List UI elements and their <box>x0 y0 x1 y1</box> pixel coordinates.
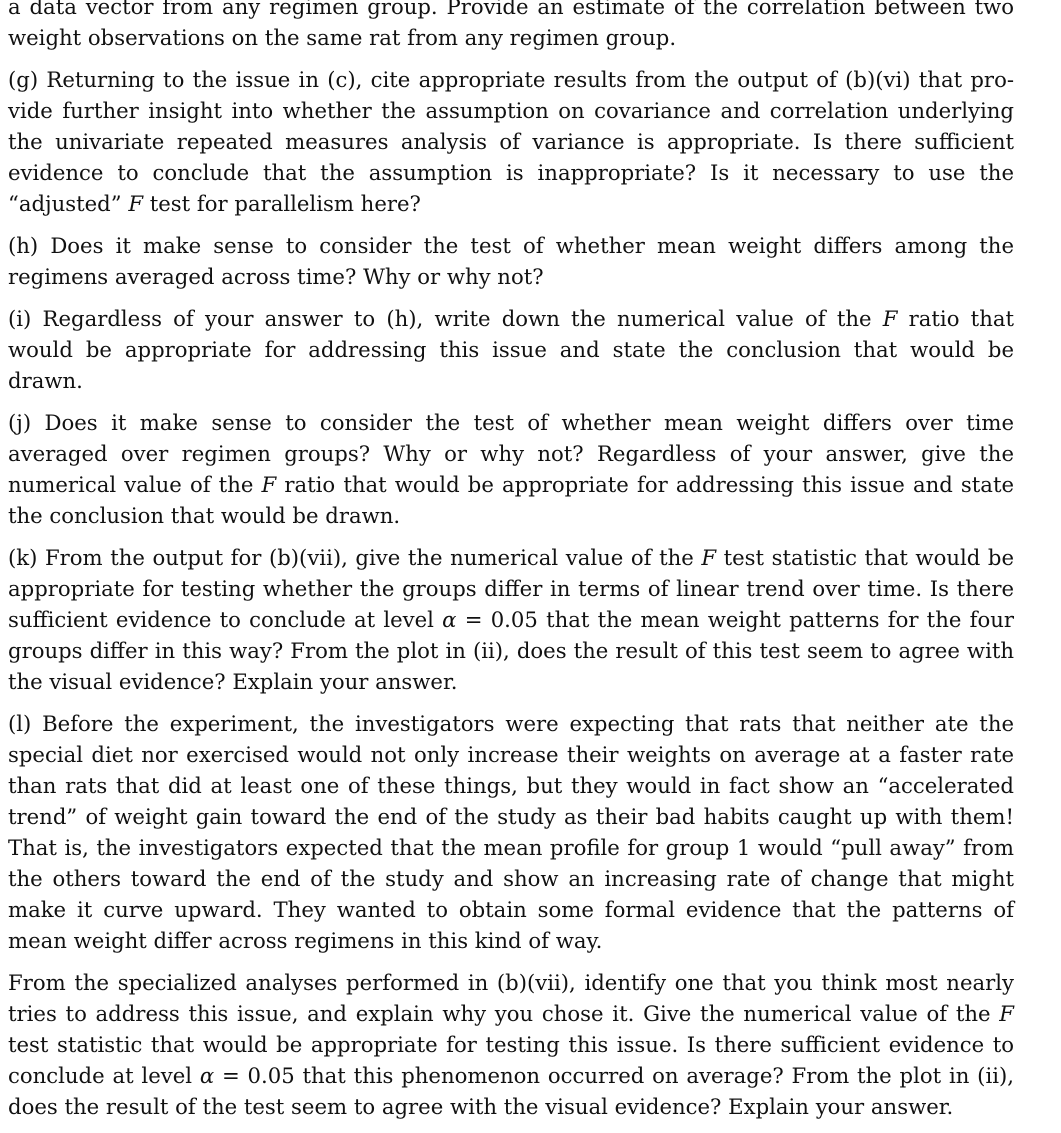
paragraph-text: (k) From the output for (b)(vii), give the numerical value of the <box>8 545 702 570</box>
math-symbol-f: F <box>128 191 144 216</box>
paragraph-text: (g) Returning to the issue in (c), cite appropriate results from the output of (b)(vi) that provide further insight into whether the assumption on covariance and correlation underlying the univariate repeated measures analysis of variance is appropriate. Is there sufficient evidence to conclude that the assumption is inappropriate? Is it necessary to use the “adjusted” <box>8 67 1014 216</box>
question-l-continued <box>8 967 1014 1122</box>
math-symbol-f: F <box>882 306 898 331</box>
math-symbol-f: F <box>999 1001 1014 1026</box>
math-symbol-alpha: α <box>199 1063 215 1088</box>
paragraph-text: ratio that would be appropriate for addressing this issue and state the conclusion that would be drawn. <box>8 306 1014 393</box>
paragraph-text: (i) Regardless of your answer to (h), write down the numerical value of the <box>8 306 883 331</box>
question-i <box>8 303 1014 396</box>
question-h <box>8 230 1014 292</box>
math-symbol-f: F <box>261 472 277 497</box>
paragraph-text: (l) Before the experiment, the investigators were expecting that rats that neither ate the special diet nor exercised would not only increase their weights on average at a faster rate than rats that did at least one of these things, but they would in fact show an “accelerated trend” of weight gain toward the end of the study as their bad habits caught up with them! That is, the investigators expected that the mean profile for group 1 would “pull away” from the others toward the end of the study and show an increasing rate of change that might make it curve upward. They wanted to obtain some formal evidence that the patterns of mean weight differ across regimens in this kind of way. <box>8 711 1014 953</box>
question-j <box>8 407 1014 531</box>
paragraph-text: a data vector from any regimen group. Provide an estimate of the correlation between two weight observations on the same rat from any regimen group. <box>8 0 1014 50</box>
math-symbol-alpha: α <box>442 607 457 632</box>
paragraph-text: ratio that would be appropriate for addressing this issue and state the conclusion that would be drawn. <box>8 472 1014 528</box>
paragraph-text: (j) Does it make sense to consider the test of whether mean weight differs over time averaged over regimen groups? Why or why not? Regardless of your answer, give the numerical value of the <box>8 410 1014 497</box>
question-l <box>8 708 1014 956</box>
question-k <box>8 542 1014 697</box>
document-page <box>8 0 1014 1133</box>
question-g <box>8 64 1014 219</box>
paragraph-text: = 0.05 that this phenomenon occurred on average? From the plot in (ii), does the result of the test seem to agree with the visual evidence? Explain your answer. <box>8 1063 1014 1119</box>
paragraph-text: test statistic that would be appropriate for testing whether the groups differ in terms of linear trend over time. Is there sufficient evidence to conclude at level <box>8 545 1014 632</box>
paragraph-text: (h) Does it make sense to consider the test of whether mean weight differs among the regimens averaged across time? Why or why not? <box>8 233 1014 289</box>
paragraph-text: From the specialized analyses performed in (b)(vii), identify one that you think most nearly tries to address this issue, and explain why you chose it. Give the numerical value of the <box>8 970 1014 1026</box>
paragraph-text: = 0.05 that the mean weight patterns for the four groups differ in this way? From the plot in (ii), does the result of this test seem to agree with the visual evidence? Explain your answer. <box>8 607 1014 694</box>
paragraph-text: test statistic that would be appropriate for testing this issue. Is there sufficient evidence to conclude at level <box>8 1032 1014 1088</box>
paragraph-text: test for parallelism here? <box>143 191 421 216</box>
math-symbol-f: F <box>701 545 717 570</box>
paragraph-continuation <box>8 0 1014 53</box>
